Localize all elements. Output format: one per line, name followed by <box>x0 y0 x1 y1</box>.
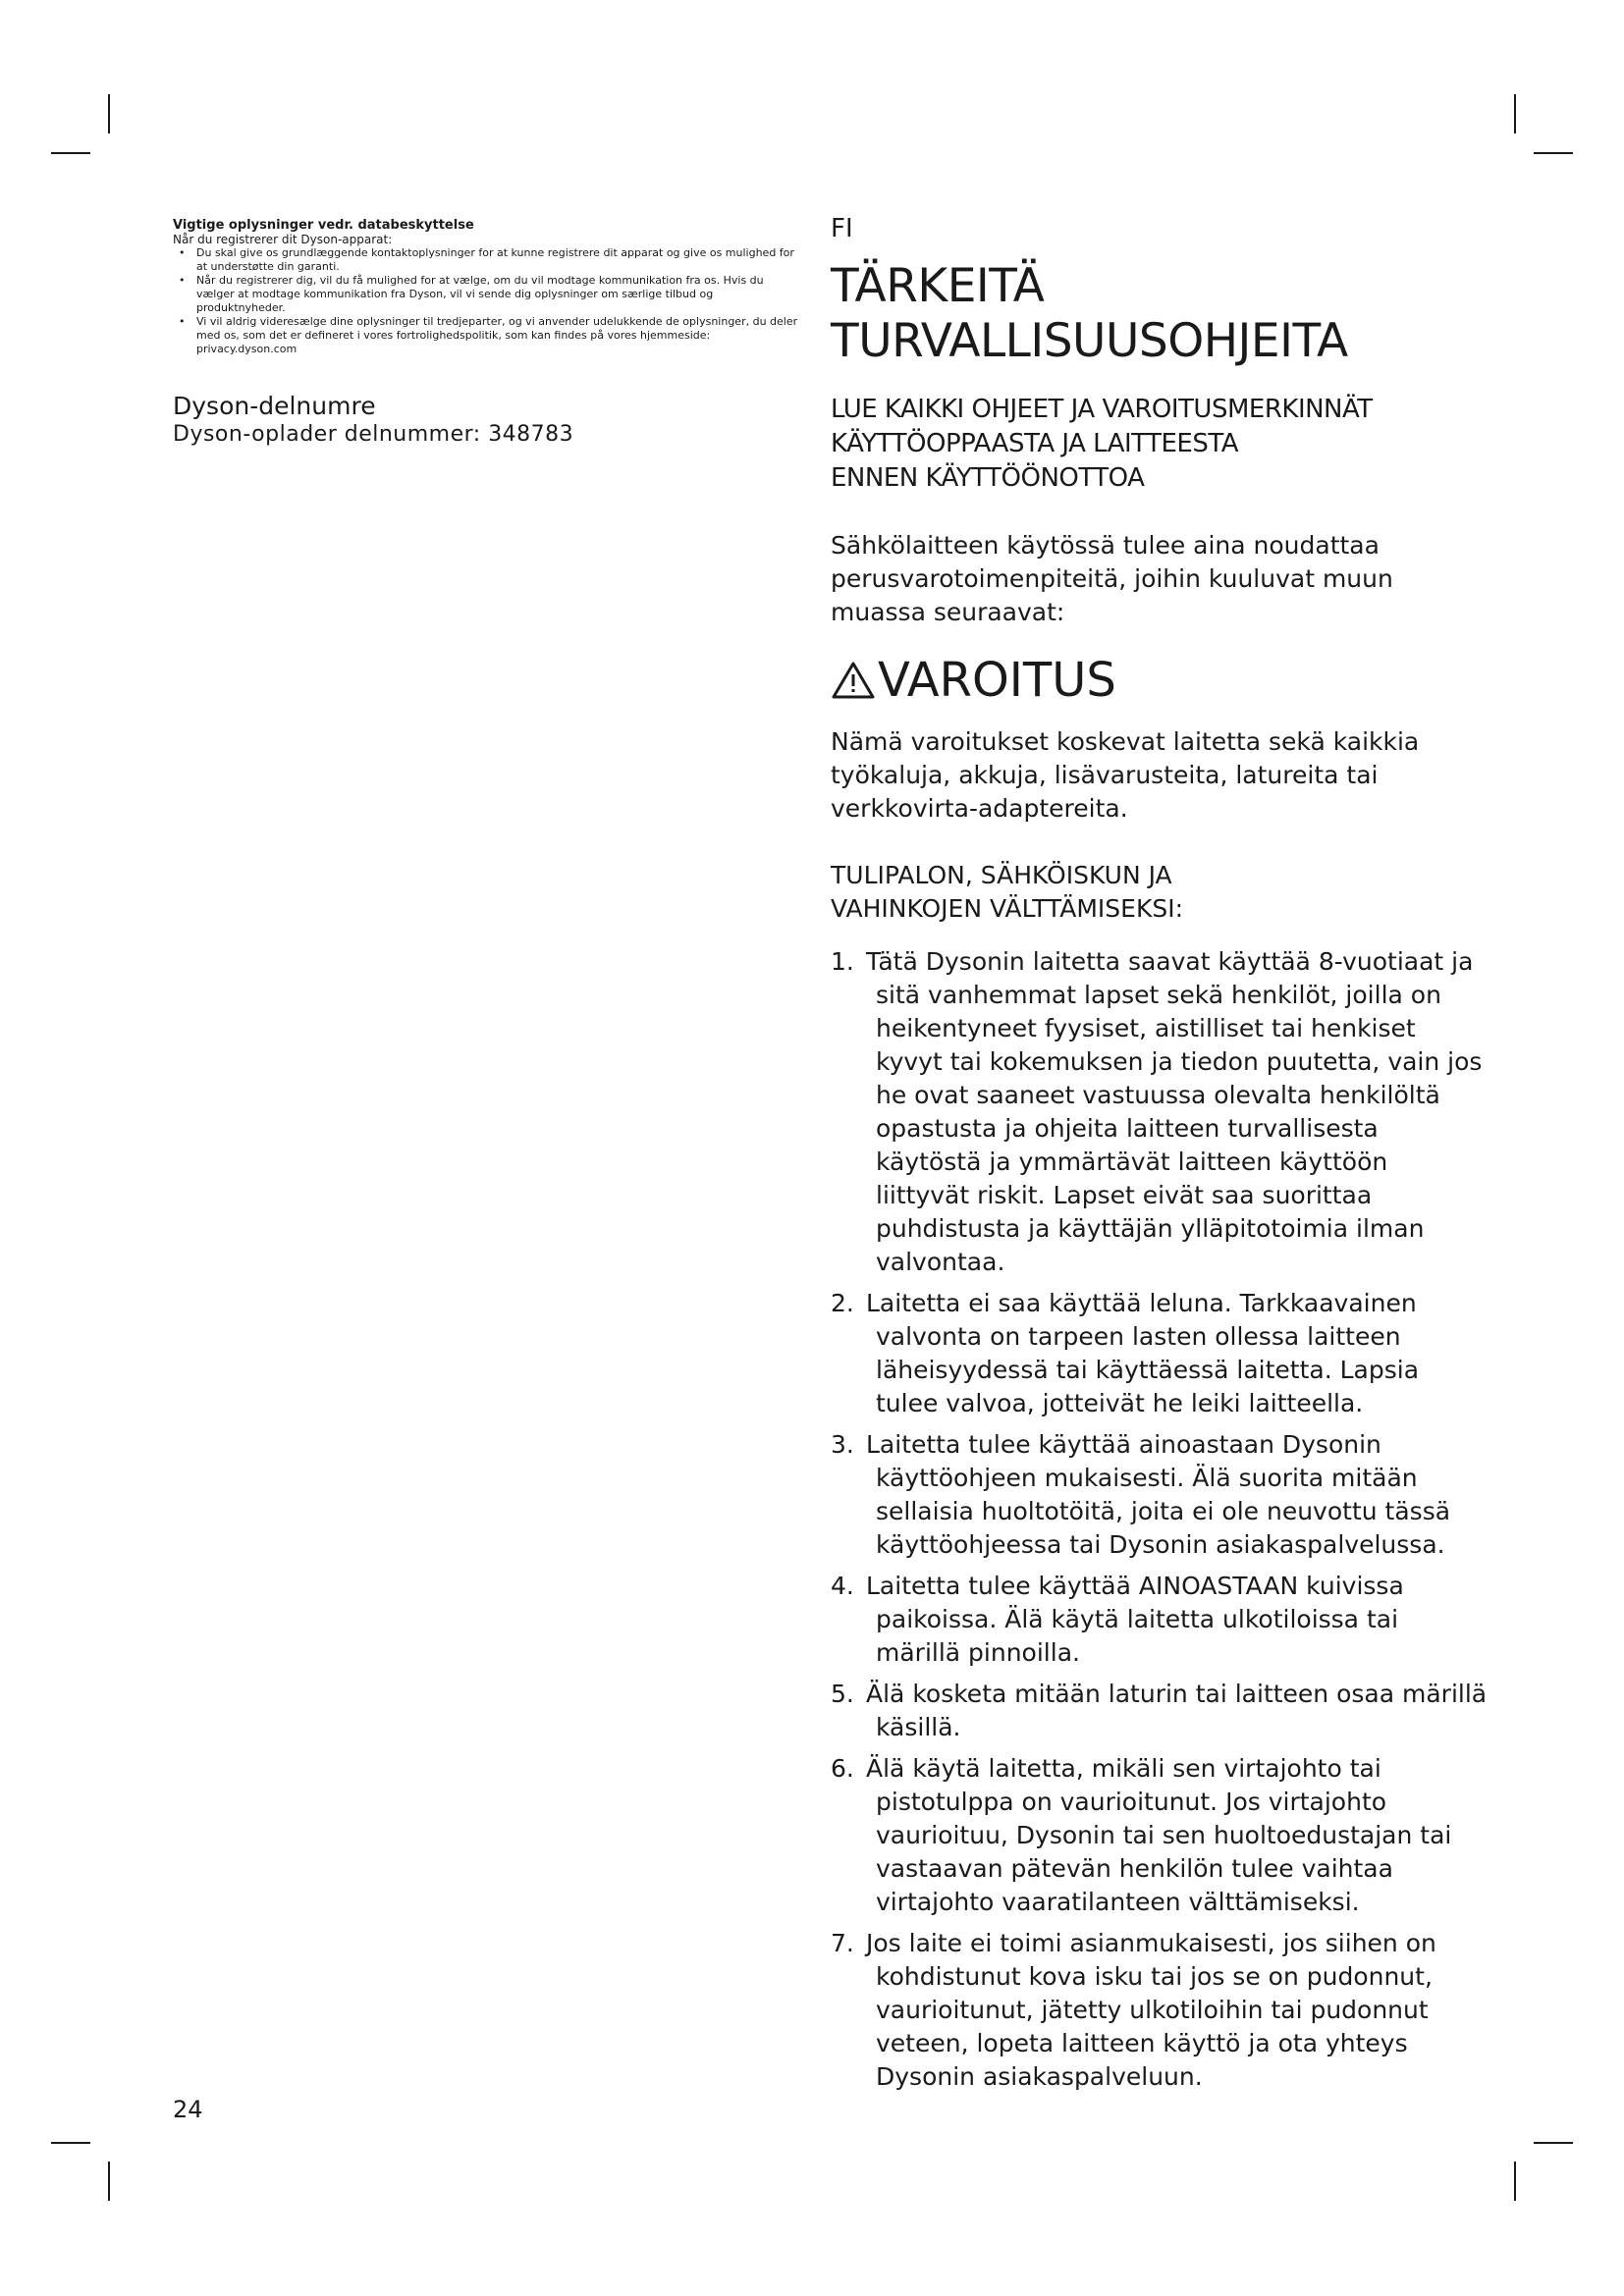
page-number: 24 <box>173 2096 203 2123</box>
crop-mark-top-left-horizontal <box>51 152 90 154</box>
safety-item-text: Laitetta tulee käyttää ainoastaan Dysonin käyttöohjeen mukaisesti. Älä suorita mitään sellaisia huoltotöitä, joita ei ole neuvottu tässä käyttöohjeessa tai Dysonin asiakaspalvelussa. <box>866 1430 1451 1559</box>
safety-item-number: 6. <box>831 1754 854 1783</box>
crop-mark-top-right-vertical <box>1514 94 1516 133</box>
safety-item <box>831 1428 1489 1562</box>
page-title <box>831 259 1489 369</box>
safety-item <box>831 1752 1489 1919</box>
safety-item-text: Älä käytä laitetta, mikäli sen virtajohto tai pistotulppa on vaurioitunut. Jos virtajohto vaurioituu, Dysonin tai sen huoltoedustajan tai vastaavan pätevän henkilön tulee vaihtaa virtajohto vaaratilanteen välttämiseksi. <box>866 1754 1452 1916</box>
charger-part-number: Dyson-oplader delnummer: 348783 <box>173 422 574 447</box>
privacy-intro: Når du registrerer dit Dyson-apparat: <box>173 233 393 246</box>
crop-mark-top-right-horizontal <box>1534 152 1573 154</box>
safety-item-number: 7. <box>831 1929 854 1957</box>
privacy-title: Vigtige oplysninger vedr. databeskyttelse <box>173 218 474 233</box>
intro-paragraph: Sähkölaitteen käytössä tulee aina noudattaa perusvarotoimenpiteitä, joihin kuuluvat muun muassa seuraavat: <box>831 531 1393 626</box>
safety-item-number: 4. <box>831 1572 854 1600</box>
safety-item-number: 2. <box>831 1289 854 1317</box>
privacy-bullet: • Når du registrerer dig, vil du få mulighed for at vælge, om du vil modtage kommunikation fra os. Hvis du vælger at modtage kommunikation fra Dyson, vil vi sende dig oplysninger om særlige tilbud og produktnyheder. <box>173 274 801 315</box>
safety-item-number: 5. <box>831 1680 854 1708</box>
title-line-1: TÄRKEITÄ <box>831 259 1045 313</box>
fire-safety-heading <box>831 859 1489 926</box>
privacy-bullet-list <box>173 246 801 356</box>
warning-triangle-icon <box>831 661 876 700</box>
fire-line-2: VAHINKOJEN VÄLTTÄMISEKSI: <box>831 894 1184 923</box>
read-instructions-heading <box>831 393 1489 496</box>
crop-mark-bottom-left-vertical <box>108 2162 110 2201</box>
crop-mark-top-left-vertical <box>108 94 110 133</box>
safety-list <box>831 945 1489 2094</box>
safety-item <box>831 1927 1489 2094</box>
warning-paragraph: Nämä varoitukset koskevat laitetta sekä kaikkia työkaluja, akkuja, lisävarusteita, latureita tai verkkovirta-adaptereita. <box>831 727 1420 823</box>
crop-mark-bottom-right-vertical <box>1514 2162 1516 2201</box>
crop-mark-bottom-left-horizontal <box>51 2142 90 2144</box>
warning-label: VAROITUS <box>878 653 1116 708</box>
read-line-1: LUE KAIKKI OHJEET JA VAROITUSMERKINNÄT <box>831 395 1373 424</box>
safety-item-number: 1. <box>831 947 854 976</box>
fire-line-1: TULIPALON, SÄHKÖISKUN JA <box>831 861 1172 889</box>
read-line-2: KÄYTTÖOPPAASTA JA LAITTEESTA <box>831 429 1238 458</box>
safety-item <box>831 945 1489 1279</box>
safety-item-number: 3. <box>831 1430 854 1459</box>
language-code: FI <box>831 214 853 243</box>
safety-item-text: Laitetta tulee käyttää AINOASTAAN kuivissa paikoissa. Älä käytä laitetta ulkotiloissa tai märillä pinnoilla. <box>866 1572 1404 1667</box>
safety-item-text: Jos laite ei toimi asianmukaisesti, jos siihen on kohdistunut kova isku tai jos se on pudonnut, vaurioitunut, jätetty ulkotiloihin tai pudonnut veteen, lopeta laitteen käyttö ja ota yhteys Dysonin asiakaspalveluun. <box>866 1929 1436 2091</box>
privacy-bullet: • Vi vil aldrig videresælge dine oplysninger til tredjeparter, og vi anvender udelukkende de oplysninger, du deler med os, som det er defineret i vores fortrolighedspolitik, som kan findes på vores hjemmeside: privacy.dyson.com <box>173 315 801 356</box>
safety-item <box>831 1678 1489 1744</box>
parts-heading: Dyson-delnumre <box>173 392 376 420</box>
left-column <box>173 218 801 449</box>
crop-mark-bottom-right-horizontal <box>1534 2142 1573 2144</box>
title-line-2: TURVALLISUUSOHJEITA <box>831 314 1348 368</box>
safety-item-text: Älä kosketa mitään laturin tai laitteen osaa märillä käsillä. <box>866 1680 1488 1741</box>
read-line-3: ENNEN KÄYTTÖÖNOTTOA <box>831 463 1145 493</box>
privacy-bullet: • Du skal give os grundlæggende kontaktoplysninger for at kunne registrere dit apparat og give os mulighed for at understøtte din garanti. <box>173 246 801 274</box>
safety-item <box>831 1570 1489 1670</box>
safety-item-text: Laitetta ei saa käyttää leluna. Tarkkaavainen valvonta on tarpeen lasten ollessa laitteen läheisyydessä tai käyttäessä laitetta. Lapsia tulee valvoa, jotteivät he leiki laitteella. <box>866 1289 1420 1417</box>
safety-item-text: Tätä Dysonin laitetta saavat käyttää 8-vuotiaat ja sitä vanhemmat lapset sekä henkilöt, joilla on heikentyneet fyysiset, aistilliset tai henkiset kyvyt tai kokemuksen ja tiedon puutetta, vain jos he ovat saaneet vastuussa olevalta henkilöltä opastusta ja ohjeita laitteen turvallisesta käytöstä ja ymmärtävät laitteen käyttöön liittyvät riskit. Lapset eivät saa suorittaa puhdistusta ja käyttäjän ylläpitotoimia ilman valvontaa. <box>866 947 1483 1276</box>
safety-item <box>831 1287 1489 1420</box>
right-column <box>831 214 1489 2102</box>
warning-heading <box>831 651 1489 710</box>
